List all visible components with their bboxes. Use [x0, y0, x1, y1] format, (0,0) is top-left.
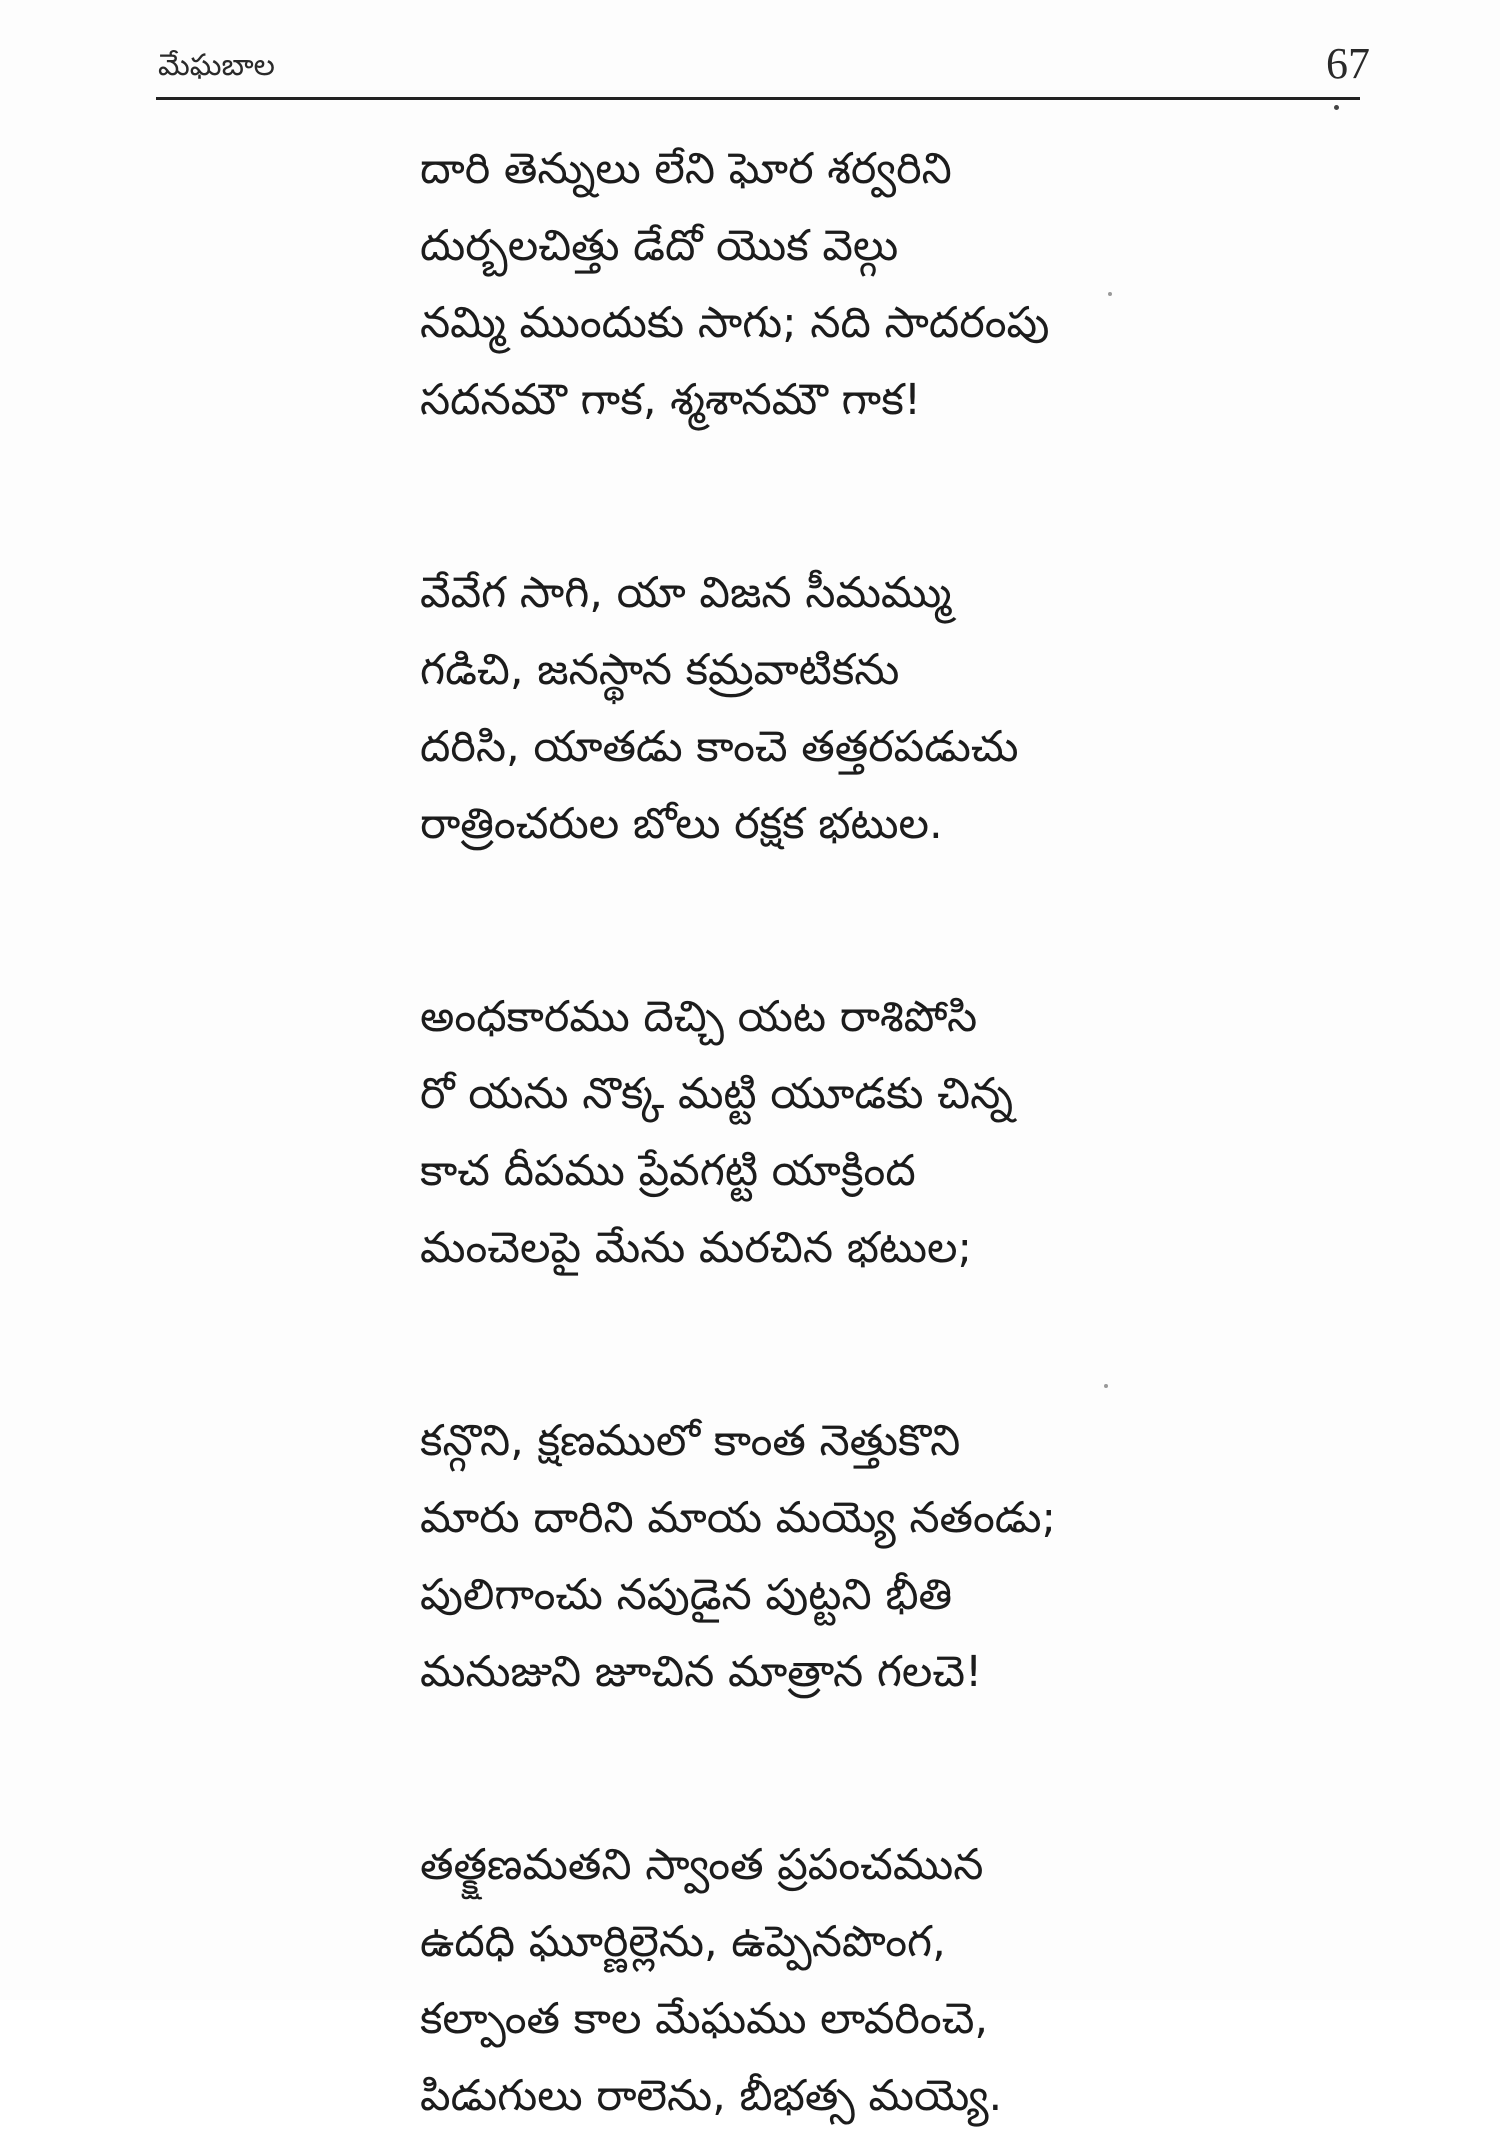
- poem-line: రాత్రించరుల బోలు రక్షక భటుల.: [420, 799, 943, 849]
- poem-line: సదనమౌ గాక, శ్మశానమౌ గాక!: [420, 375, 922, 425]
- page-number: 67: [1326, 39, 1370, 88]
- poem-line: అంధకారము దెచ్చి యట రాశిపోసి: [420, 992, 978, 1042]
- poem-line: కన్గొని, క్షణములో కాంత నెత్తుకొని: [420, 1416, 961, 1466]
- poem-line: మారు దారిని మాయ మయ్యె నతండు;: [420, 1493, 1056, 1543]
- poem-line: రో యను నొక్క మట్టి యూడకు చిన్న: [420, 1069, 1014, 1119]
- print-speck: [1108, 292, 1112, 296]
- poem-line: పిడుగులు రాలెను, బీభత్స మయ్యె.: [420, 2071, 1003, 2121]
- stanza-5: [420, 1827, 1180, 2135]
- print-speck: [1334, 105, 1339, 110]
- stanza-1: [420, 131, 1180, 439]
- poem-line: ఉదధి ఘూర్ణిల్లెను, ఉప్పెనపొంగ,: [420, 1917, 946, 1967]
- poem-line: గడిచి, జనస్థాన కమ్రవాటికను: [420, 645, 900, 695]
- poem-line: మనుజుని జూచిన మాత్రాన గలచె!: [420, 1647, 983, 1697]
- poem-line: తత్క్షణమతని స్వాంత ప్రపంచమున: [420, 1840, 984, 1890]
- poem-line: పులిగాంచు నపుడైన పుట్టని భీతి: [420, 1570, 953, 1620]
- poem-line: వేవేగ సాగి, యా విజన సీమమ్ము: [420, 568, 952, 618]
- poem-line: మంచెలపై మేను మరచిన భటుల;: [420, 1223, 973, 1273]
- poem-line: కల్పాంత కాల మేఘము లావరించె,: [420, 1994, 989, 2044]
- poem-line: దారి తెన్నులు లేని ఘోర శర్వరిని: [420, 144, 952, 194]
- stanza-4: [420, 1403, 1180, 1711]
- print-speck: [1104, 1384, 1108, 1388]
- poem-body: [420, 131, 1180, 2135]
- poem-line: దరిసి, యాతడు కాంచె తత్తరపడుచు: [420, 722, 1019, 772]
- poem-line: కాచ దీపము ప్రేవగట్టి యాక్రింద: [420, 1146, 916, 1196]
- stanza-2: [420, 555, 1180, 863]
- poem-line: నమ్మి ముందుకు సాగు; నది సాదరంపు: [420, 298, 1050, 348]
- stanza-3: [420, 979, 1180, 1287]
- header-rule: [156, 97, 1360, 100]
- poem-line: దుర్బలచిత్తు డేదో యొక వెల్గు: [420, 221, 899, 271]
- running-head: మేఘబాల: [158, 48, 275, 83]
